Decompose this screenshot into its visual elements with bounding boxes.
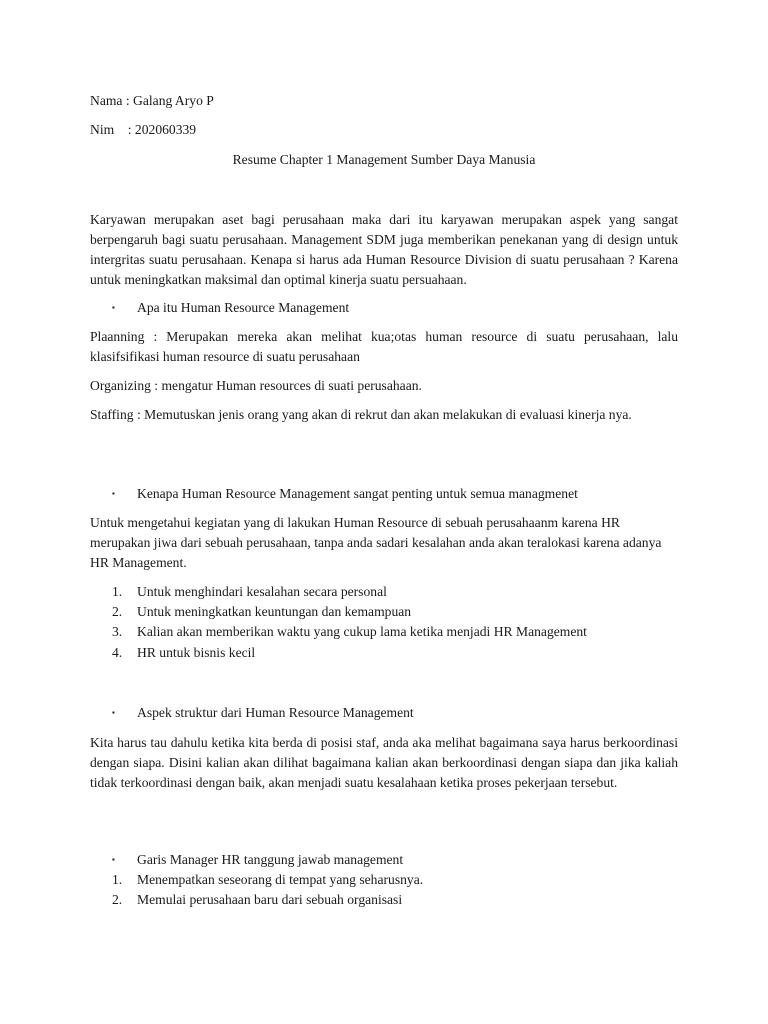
nim-line: Nim : 202060339 [90,122,197,137]
list-text: Menempatkan seseorang di tempat yang seharusnya. [137,872,424,887]
bullet-icon: ▪ [112,303,115,312]
section2-paragraph: Untuk mengetahui kegiatan yang di lakukan Human Resource di sebuah perusahaanm karena HR merupakan jiwa dari sebuah perusahaan, tanpa anda sadari kesalahan anda akan teralokasi karena adanya HR Management. [90,515,662,570]
list-number: 2. [112,892,123,907]
section3-heading: Aspek struktur dari Human Resource Management [137,705,414,720]
bullet-icon: ▪ [112,489,115,498]
list-text: Untuk meningkatkan keuntungan dan kemampuan [137,604,412,619]
list-text: Memulai perusahaan baru dari sebuah organisasi [137,892,403,907]
list-number: 2. [112,604,123,619]
section4-heading: Garis Manager HR tanggung jawab management [137,852,404,867]
section1-heading: Apa itu Human Resource Management [137,300,350,315]
bullet-icon: ▪ [112,708,115,717]
planning-paragraph: Plaanning : Merupakan mereka akan melihat kua;otas human resource di suatu perusahaan, lalu klasifsifikasi human resource di suatu perusahaan [90,329,678,364]
section3-paragraph: Kita harus tau dahulu ketika kita berda di posisi staf, anda aka melihat bagaimana saya harus berkoordinasi dengan siapa. Disini kalian akan dilihat bagaimana kalian akan berkoordinasi dengan siapa dan jika kaliah tidak terkoordinasi dengan baik, akan menjadi suatu kesalahaan ketika proses pekerjaan tersebut. [90,735,678,790]
staffing-paragraph: Staffing : Memutuskan jenis orang yang akan di rekrut dan akan melakukan di evaluasi kinerja nya. [90,407,632,422]
organizing-paragraph: Organizing : mengatur Human resources di suati perusahaan. [90,378,422,393]
bullet-icon: ▪ [112,855,115,864]
list-number: 1. [112,872,123,887]
list-number: 3. [112,624,123,639]
document-title: Resume Chapter 1 Management Sumber Daya Manusia [232,152,536,167]
intro-paragraph: Karyawan merupakan aset bagi perusahaan maka dari itu karyawan merupakan aspek yang sangat berpengaruh bagi suatu perusahaan. Management SDM juga memberikan penekanan yang di design untuk intergritas suatu perusahaan. Kenapa si harus ada Human Resource Division di suatu perusahaan ? Karena untuk meningkatkan maksimal dan optimal kinerja suatu persuahaan. [90,212,678,287]
list-text: Kalian akan memberikan waktu yang cukup lama ketika menjadi HR Management [137,624,587,639]
section2-heading: Kenapa Human Resource Management sangat penting untuk semua managmenet [137,486,578,501]
nama-line: Nama : Galang Aryo P [90,93,214,108]
list-text: HR untuk bisnis kecil [137,645,256,660]
list-number: 1. [112,584,123,599]
list-number: 4. [112,645,123,660]
list-text: Untuk menghindari kesalahan secara personal [137,584,387,599]
